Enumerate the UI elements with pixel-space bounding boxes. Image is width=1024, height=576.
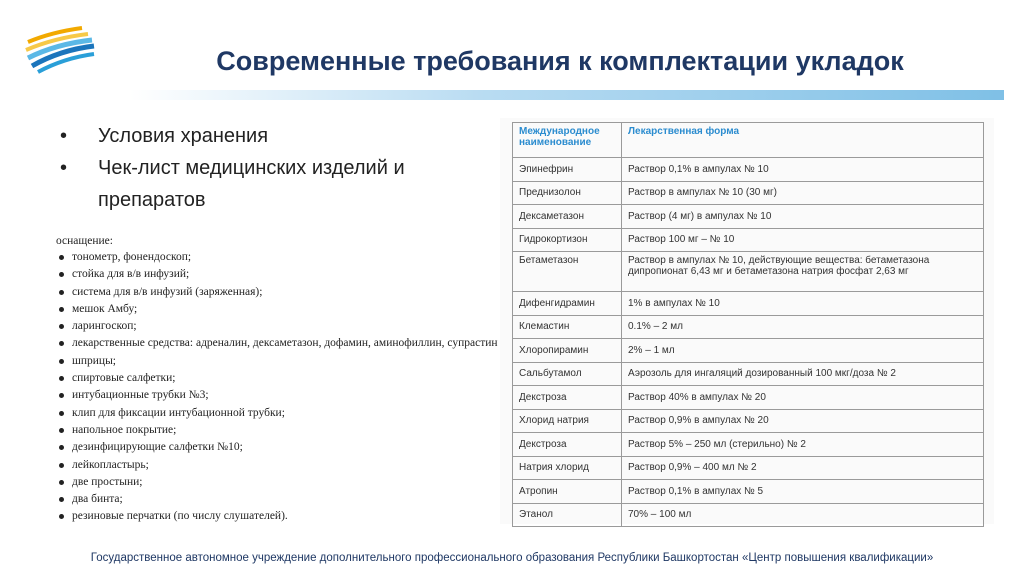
equipment-item: два бинта; bbox=[56, 491, 476, 508]
wave-stripes-logo-icon bbox=[22, 22, 112, 82]
dosage-form-cell: Раствор в ампулах № 10, действующие вещества: бетаметазона дипропионат 6,43 мг и бетаметазона натрия фосфат 2,63 мг bbox=[622, 252, 984, 292]
table-header-row bbox=[513, 123, 984, 158]
table-row bbox=[513, 205, 984, 229]
dosage-form-cell: Раствор 0,9% – 400 мл № 2 bbox=[622, 456, 984, 480]
dosage-form-cell: 0.1% – 2 мл bbox=[622, 315, 984, 339]
bullet-item: • Условия хранения bbox=[60, 120, 500, 152]
equipment-item: ларингоскоп; bbox=[56, 318, 476, 335]
dosage-form-cell: Раствор 0,1% в ампулах № 5 bbox=[622, 480, 984, 504]
drug-name-cell: Декстроза bbox=[513, 386, 622, 410]
drug-name-cell: Сальбутамол bbox=[513, 362, 622, 386]
dosage-form-cell: Раствор в ампулах № 10 (30 мг) bbox=[622, 181, 984, 205]
drug-name-cell: Преднизолон bbox=[513, 181, 622, 205]
table-row bbox=[513, 456, 984, 480]
dosage-form-cell: Раствор 0,9% в ампулах № 20 bbox=[622, 409, 984, 433]
dosage-form-cell: Аэрозоль для ингаляций дозированный 100 мкг/доза № 2 bbox=[622, 362, 984, 386]
dosage-form-cell: Раствор (4 мг) в ампулах № 10 bbox=[622, 205, 984, 229]
drug-name-cell: Декстроза bbox=[513, 433, 622, 457]
drug-name-cell: Гидрокортизон bbox=[513, 228, 622, 252]
table-row bbox=[513, 339, 984, 363]
table-row bbox=[513, 433, 984, 457]
header-dosage-form: Лекарственная форма bbox=[622, 123, 984, 158]
dosage-form-cell: 1% в ампулах № 10 bbox=[622, 292, 984, 316]
drug-name-cell: Эпинефрин bbox=[513, 158, 622, 182]
bullet-item: • Чек-лист медицинских изделий и препаратов bbox=[60, 152, 500, 216]
table-row bbox=[513, 386, 984, 410]
equipment-item: интубационные трубки №3; bbox=[56, 387, 476, 404]
table-row bbox=[513, 158, 984, 182]
equipment-item: лекарственные средства: адреналин, дексаметазон, дофамин, аминофиллин, супрастин bbox=[56, 335, 476, 352]
equipment-item: резиновые перчатки (по числу слушателей). bbox=[56, 508, 476, 525]
table-row bbox=[513, 362, 984, 386]
table-row bbox=[513, 503, 984, 527]
equipment-items bbox=[56, 249, 498, 526]
drug-table-panel bbox=[500, 118, 994, 524]
equipment-item: тонометр, фонендоскоп; bbox=[56, 249, 476, 266]
table-row bbox=[513, 292, 984, 316]
drug-name-cell: Натрия хлорид bbox=[513, 456, 622, 480]
dosage-form-cell: Раствор 0,1% в ампулах № 10 bbox=[622, 158, 984, 182]
table-row bbox=[513, 315, 984, 339]
drug-name-cell: Хлоропирамин bbox=[513, 339, 622, 363]
dosage-form-cell: Раствор 100 мг – № 10 bbox=[622, 228, 984, 252]
equipment-item: система для в/в инфузий (заряженная); bbox=[56, 284, 476, 301]
table-row bbox=[513, 181, 984, 205]
table-row bbox=[513, 409, 984, 433]
dosage-form-cell: Раствор 40% в ампулах № 20 bbox=[622, 386, 984, 410]
header-international-name: Международное наименование bbox=[513, 123, 622, 158]
dosage-form-cell: 70% – 100 мл bbox=[622, 503, 984, 527]
table-row bbox=[513, 252, 984, 292]
equipment-list bbox=[56, 235, 498, 526]
equipment-item: две простыни; bbox=[56, 474, 476, 491]
drug-name-cell: Хлорид натрия bbox=[513, 409, 622, 433]
equipment-item: дезинфицирующие салфетки №10; bbox=[56, 439, 476, 456]
dosage-form-cell: 2% – 1 мл bbox=[622, 339, 984, 363]
drug-name-cell: Этанол bbox=[513, 503, 622, 527]
equipment-item: стойка для в/в инфузий; bbox=[56, 266, 476, 283]
slide-title: Современные требования к комплектации укладок bbox=[216, 46, 904, 76]
drug-name-cell: Клемастин bbox=[513, 315, 622, 339]
title-underline bbox=[130, 90, 1004, 100]
bullet-list bbox=[60, 120, 500, 216]
table-row bbox=[513, 228, 984, 252]
drug-name-cell: Бетаметазон bbox=[513, 252, 622, 292]
equipment-heading: оснащение: bbox=[56, 235, 113, 247]
equipment-item: спиртовые салфетки; bbox=[56, 370, 476, 387]
drug-table bbox=[512, 122, 984, 527]
drug-table-body bbox=[513, 158, 984, 527]
table-row bbox=[513, 480, 984, 504]
drug-name-cell: Дексаметазон bbox=[513, 205, 622, 229]
equipment-item: шприцы; bbox=[56, 353, 476, 370]
equipment-item: клип для фиксации интубационной трубки; bbox=[56, 405, 476, 422]
drug-name-cell: Дифенгидрамин bbox=[513, 292, 622, 316]
drug-name-cell: Атропин bbox=[513, 480, 622, 504]
equipment-item: напольное покрытие; bbox=[56, 422, 476, 439]
equipment-item: мешок Амбу; bbox=[56, 301, 476, 318]
equipment-item: лейкопластырь; bbox=[56, 457, 476, 474]
footer-text: Государственное автономное учреждение дополнительного профессионального образования Республики Башкортостан «Центр повышения квалификации» bbox=[90, 552, 934, 564]
dosage-form-cell: Раствор 5% – 250 мл (стерильно) № 2 bbox=[622, 433, 984, 457]
